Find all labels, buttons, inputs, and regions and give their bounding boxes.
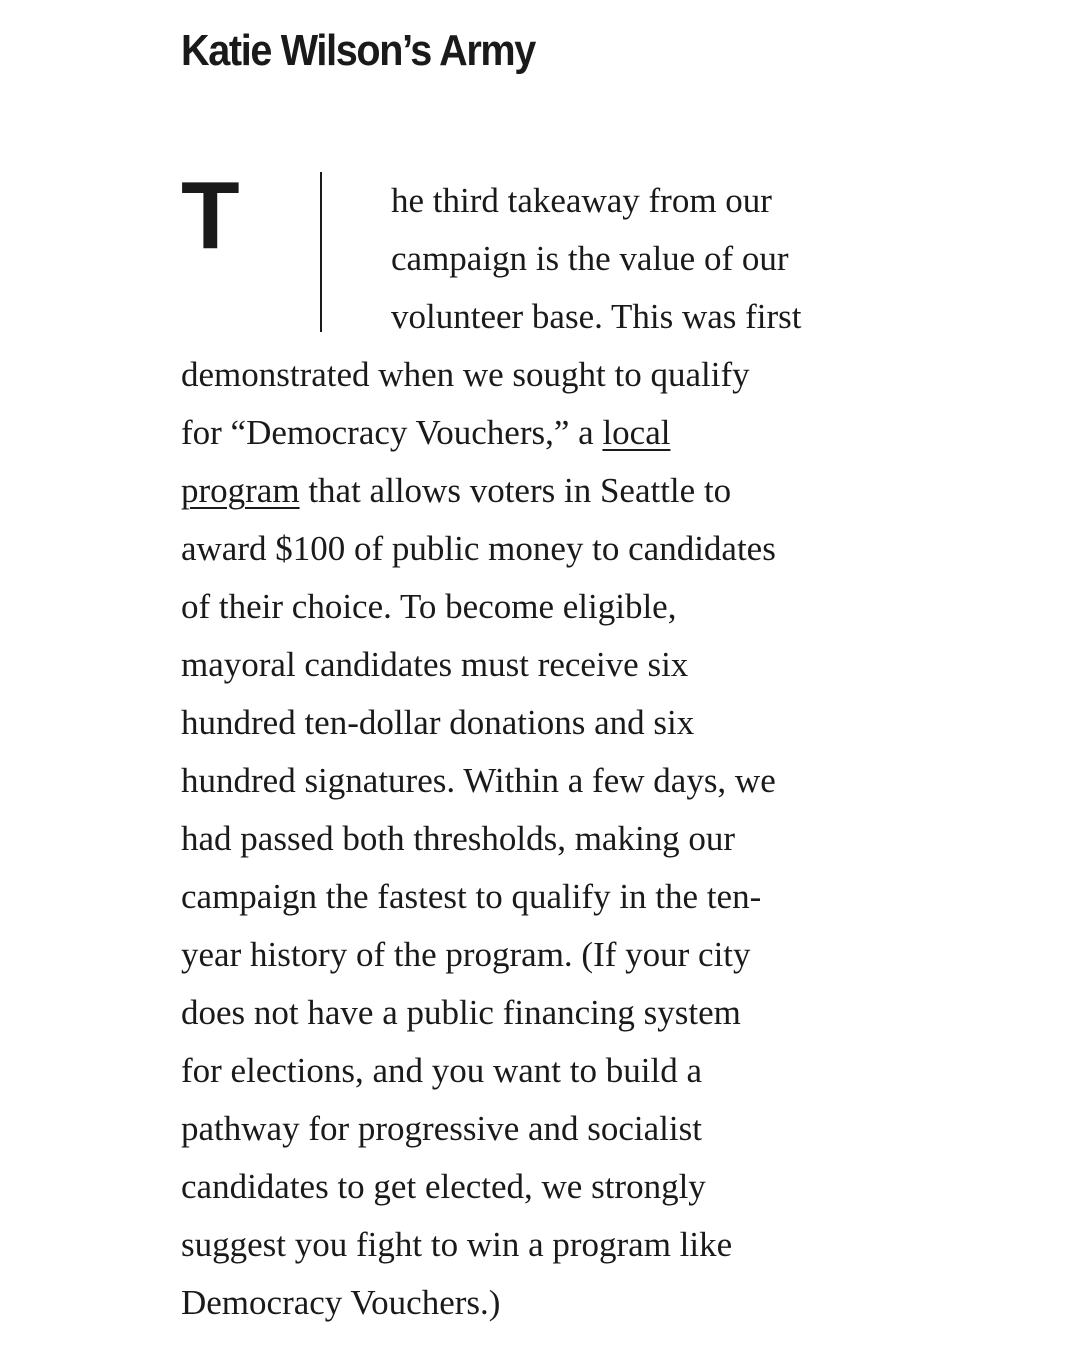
paragraph-line: demonstrated when we sought to qualify (181, 355, 750, 394)
paragraph-line (181, 404, 670, 462)
line-text: that allows voters in Seattle to (299, 471, 732, 510)
paragraph-line: award $100 of public money to candidates (181, 529, 776, 568)
paragraph-line: year history of the program. (If your city (181, 935, 751, 974)
local-program-link-continued[interactable]: program (181, 471, 300, 510)
paragraph-line: of their choice. To become eligible, (181, 587, 677, 626)
local-program-link[interactable]: local (602, 413, 671, 452)
paragraph-line: volunteer base. This was first (391, 297, 802, 336)
section-heading: Katie Wilson’s Army (181, 26, 535, 75)
paragraph-line: campaign the fastest to qualify in the ten- (181, 877, 762, 916)
paragraph-line: he third takeaway from our (391, 181, 772, 220)
paragraph-line: campaign is the value of our (391, 239, 789, 278)
paragraph-line: does not have a public financing system (181, 993, 741, 1032)
paragraph-line: Democracy Vouchers.) (181, 1283, 501, 1322)
paragraph-line (181, 462, 731, 520)
paragraph-line: hundred signatures. Within a few days, we (181, 761, 776, 800)
paragraph-line: for elections, and you want to build a (181, 1051, 702, 1090)
paragraph-line: hundred ten-dollar donations and six (181, 703, 695, 742)
line-text: for “Democracy Vouchers,” a (181, 413, 603, 452)
paragraph-line: suggest you fight to win a program like (181, 1225, 733, 1264)
paragraph-line: pathway for progressive and socialist (181, 1109, 702, 1148)
drop-cap-divider (320, 172, 322, 332)
paragraph-line: candidates to get elected, we strongly (181, 1167, 706, 1206)
drop-cap: T (181, 162, 240, 269)
paragraph-line: had passed both thresholds, making our (181, 819, 736, 858)
paragraph-line: mayoral candidates must receive six (181, 645, 689, 684)
